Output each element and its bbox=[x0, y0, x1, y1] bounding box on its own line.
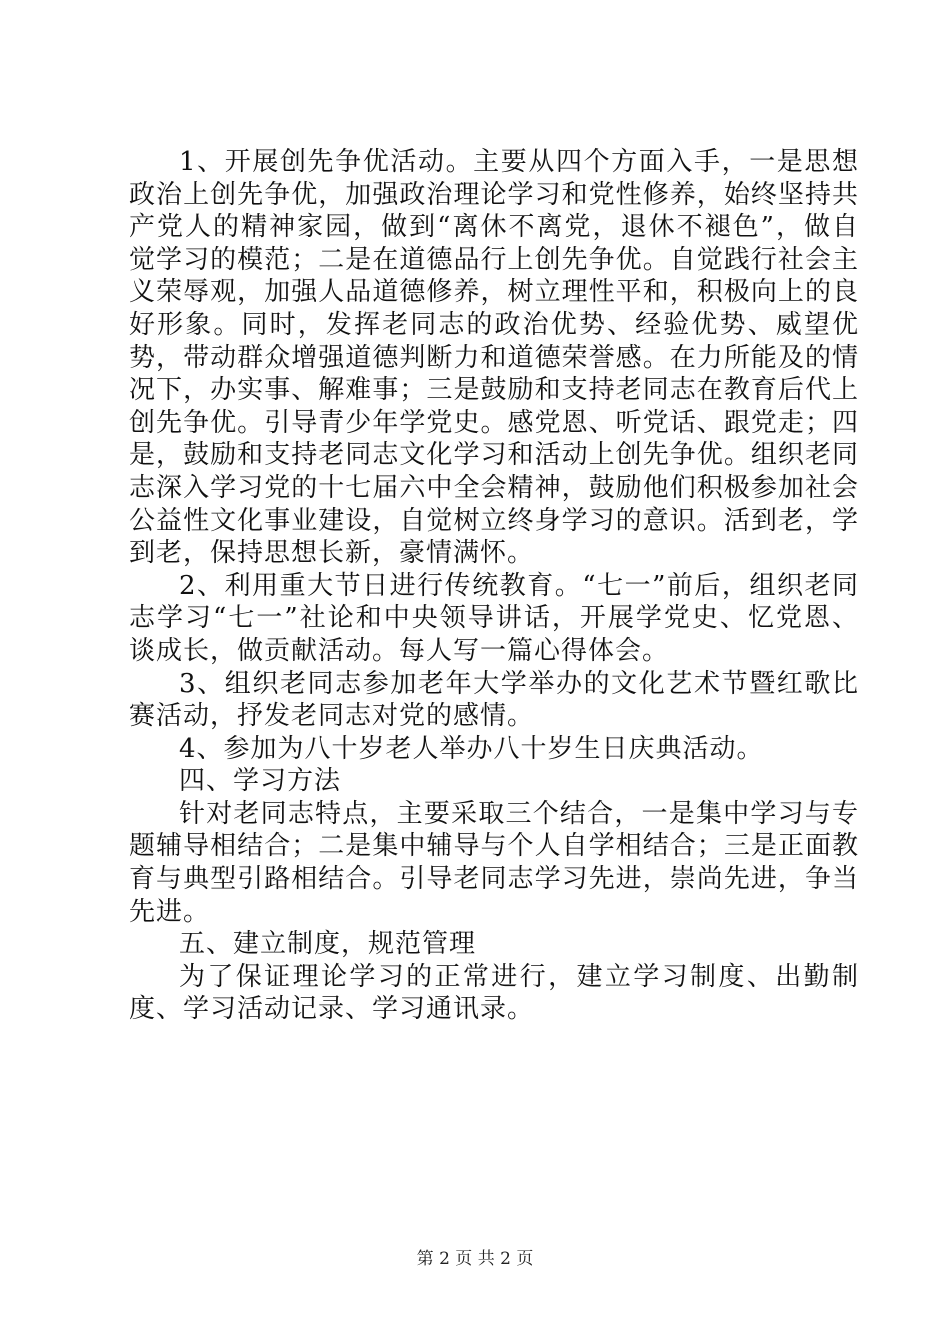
document-body bbox=[129, 146, 859, 1026]
section-heading-methods: 四、学习方法 bbox=[179, 766, 342, 797]
paragraph-activity-1: 1、开展创先争优活动。主要从四个方面入手，一是思想政治上创先争优，加强政治理论学习和党性修养，始终坚持共产党人的精神家园，做到“离休不离党，退休不褪色”，做自觉学习的模范；二是在道德品行上创先争优。自觉践行社会主义荣辱观，加强人品道德修养，树立理性平和，积极向上的良好形象。同时，发挥老同志的政治优势、经验优势、威望优势，带动群众增强道德判断力和道德荣誉感。在力所能及的情况下，办实事、解难事；三是鼓励和支持老同志在教育后代上创先争优。引导青少年学党史。感党恩、听党话、跟党走；四是，鼓励和支持老同志文化学习和活动上创先争优。组织老同志深入学习党的十七届六中全会精神，鼓励他们积极参加社会公益性文化事业建设，自觉树立终身学习的意识。活到老，学到老，保持思想长新，豪情满怀。 bbox=[129, 147, 859, 569]
paragraph-activity-4: 4、参加为八十岁老人举办八十岁生日庆典活动。 bbox=[179, 733, 764, 764]
paragraph-system: 为了保证理论学习的正常进行，建立学习制度、出勤制度、学习活动记录、学习通讯录。 bbox=[129, 961, 859, 1025]
paragraph-methods: 针对老同志特点，主要采取三个结合，一是集中学习与专题辅导相结合；二是集中辅导与个人自学相结合；三是正面教育与典型引路相结合。引导老同志学习先进，崇尚先进，争当先进。 bbox=[129, 798, 859, 927]
paragraph-activity-2: 2、利用重大节日进行传统教育。“七一”前后，组织老同志学习“七一”社论和中央领导讲话，开展学党史、忆党恩、谈成长，做贡献活动。每人写一篇心得体会。 bbox=[129, 570, 859, 666]
paragraph-activity-3: 3、组织老同志参加老年大学举办的文化艺术节暨红歌比赛活动，抒发老同志对党的感情。 bbox=[129, 668, 859, 732]
section-heading-system: 五、建立制度，规范管理 bbox=[179, 929, 477, 960]
page-number-footer: 第 2 页 共 2 页 bbox=[416, 1249, 534, 1269]
